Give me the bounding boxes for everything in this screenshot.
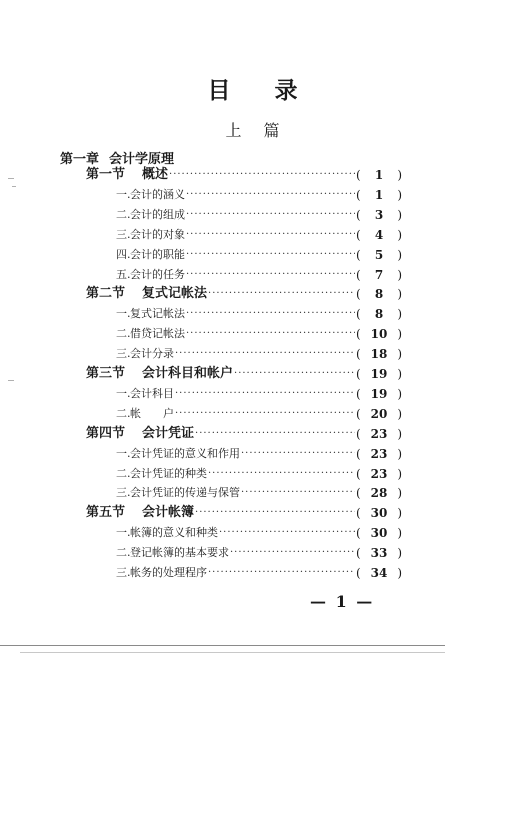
- toc-page-ref: [356, 226, 402, 244]
- scan-speck: [8, 178, 14, 179]
- toc-entry-number: 一.: [116, 526, 131, 540]
- toc-entry-title: 会计的涵义: [130, 187, 185, 201]
- toc-subsection-row: [116, 484, 402, 502]
- toc-page-number: 23: [370, 426, 388, 441]
- toc-page-ref: [356, 465, 402, 483]
- dot-leader: [230, 544, 355, 562]
- toc-heading: 目录: [207, 77, 342, 104]
- dot-leader: [186, 325, 355, 343]
- toc-entry-title: 帐簿的意义和种类: [130, 526, 218, 540]
- paren-open: (: [356, 566, 361, 580]
- toc-entry-title: 会计科目和帐户: [142, 366, 234, 381]
- dot-leader: [175, 405, 355, 423]
- scan-speck: [8, 380, 14, 381]
- toc-entry-title: 会计帐簿: [142, 505, 195, 521]
- toc-subsection-row: [116, 544, 402, 562]
- toc-page-number: 19: [370, 367, 388, 381]
- toc-section-row: [86, 504, 402, 522]
- toc-entry-title: 会计的组成: [130, 207, 185, 221]
- toc-section-row: [86, 166, 402, 184]
- toc-subsection-row: [116, 325, 402, 343]
- toc-entry-number: 二.: [116, 207, 131, 221]
- toc-section-row: [86, 365, 402, 383]
- paren-open: (: [356, 267, 361, 282]
- toc-entry-number: 二.: [116, 546, 131, 560]
- toc-page-number: 30: [370, 506, 388, 521]
- toc-page-ref: [356, 305, 402, 323]
- toc-page-ref: [356, 285, 402, 303]
- toc-entry-number: 第五节: [86, 505, 126, 521]
- paren-open: (: [356, 367, 361, 381]
- toc-page-number: 3: [374, 207, 384, 222]
- toc-subsection-row: [116, 186, 402, 204]
- dot-leader: [175, 345, 355, 363]
- toc-entry-number: 三.: [116, 347, 131, 361]
- scan-edge-line-faint: [20, 652, 445, 653]
- toc-page-ref: [356, 425, 402, 443]
- toc-page-number: 28: [370, 486, 388, 501]
- chapter-heading: [60, 148, 174, 167]
- toc-page-number: 33: [370, 546, 388, 561]
- paren-close: ): [397, 426, 402, 441]
- toc-page-number: 8: [374, 287, 384, 302]
- toc-page-ref: [356, 445, 402, 463]
- paren-open: (: [356, 426, 361, 441]
- toc-page-number: 34: [370, 566, 388, 580]
- paren-close: ): [397, 386, 402, 401]
- toc-entry-title: 借贷记帐法: [130, 327, 185, 341]
- toc-entry-number: 一.: [116, 187, 131, 201]
- toc-entry-title: 会计的任务: [130, 267, 185, 281]
- dot-leader: [195, 504, 355, 522]
- dot-leader: [208, 465, 355, 483]
- dot-leader: [175, 385, 355, 403]
- toc-entry-number: 三.: [116, 486, 131, 500]
- toc-entry-number: 第一节: [86, 167, 126, 182]
- paren-open: (: [356, 327, 361, 342]
- paren-open: (: [356, 207, 361, 222]
- toc-page-number: 7: [374, 267, 384, 282]
- toc-page-number: 19: [370, 386, 388, 401]
- toc-entry-title: 帐务的处理程序: [130, 566, 207, 579]
- paren-close: ): [397, 506, 402, 521]
- dot-leader: [234, 365, 355, 383]
- dot-leader: [186, 246, 355, 264]
- dot-leader: [208, 285, 355, 303]
- paren-open: (: [356, 227, 361, 242]
- toc-entry-number: 二.: [116, 327, 131, 341]
- toc-entry-title: 会计凭证: [142, 425, 195, 441]
- toc-entry-title: 会计分录: [130, 347, 174, 361]
- dot-leader: [195, 425, 355, 443]
- toc-subsection-row: [116, 445, 402, 463]
- toc-page-number: 1: [374, 187, 384, 202]
- toc-page-ref: [356, 405, 402, 423]
- paren-close: ): [397, 207, 402, 222]
- toc-page-number: 18: [370, 347, 388, 362]
- toc-subsection-row: [116, 226, 402, 244]
- paren-close: ): [397, 307, 402, 322]
- toc-page-number: 4: [374, 227, 384, 242]
- toc-entry-title: 帐 户: [130, 406, 174, 420]
- paren-close: ): [397, 526, 402, 541]
- toc-entry-title: 复式记帐法: [130, 307, 185, 321]
- toc-entry-number: 四.: [116, 247, 131, 261]
- toc-entry-number: 一.: [116, 307, 131, 321]
- paren-close: ): [397, 287, 402, 302]
- paren-open: (: [356, 287, 361, 302]
- dot-leader: [169, 166, 355, 184]
- part-heading: 上篇: [225, 121, 302, 140]
- toc-entry-number: 第三节: [86, 366, 126, 381]
- paren-close: ): [397, 327, 402, 342]
- toc-subsection-row: [116, 246, 402, 264]
- toc-page-ref: [356, 166, 402, 184]
- toc-entry-title: 登记帐簿的基本要求: [130, 546, 229, 560]
- toc-page-number: 30: [370, 526, 388, 541]
- paren-open: (: [356, 486, 361, 501]
- toc-entry-number: 第四节: [86, 425, 126, 441]
- toc-page-ref: [356, 325, 402, 343]
- toc-subsection-row: [116, 206, 402, 224]
- paren-close: ): [397, 406, 402, 421]
- toc-entry-title: 会计凭证的传递与保管: [130, 486, 240, 500]
- paren-close: ): [397, 546, 402, 561]
- toc-entry-number: 二.: [116, 406, 131, 420]
- toc-page-number: 1: [374, 168, 384, 182]
- paren-close: ): [397, 486, 402, 501]
- paren-open: (: [356, 347, 361, 362]
- scan-speck: [12, 186, 16, 187]
- toc-page-number: 5: [374, 247, 384, 262]
- page-number: — 1 —: [310, 592, 375, 611]
- toc-entry-number: 三.: [116, 566, 131, 579]
- dot-leader: [219, 524, 355, 542]
- dot-leader: [186, 186, 355, 204]
- dot-leader: [241, 484, 355, 502]
- toc-section-row: [86, 425, 402, 443]
- toc-section-row: [86, 285, 402, 303]
- toc-page-ref: [356, 564, 402, 582]
- dot-leader: [241, 445, 355, 463]
- toc-page-ref: [356, 345, 402, 363]
- toc-page-ref: [356, 484, 402, 502]
- toc-page-ref: [356, 365, 402, 383]
- toc-entry-title: 会计凭证的种类: [130, 466, 207, 480]
- chapter-title: 会计学原理: [109, 152, 175, 167]
- paren-open: (: [356, 546, 361, 561]
- paren-close: ): [397, 227, 402, 242]
- toc-entry-title: 复式记帐法: [142, 286, 208, 302]
- toc-page-ref: [356, 524, 402, 542]
- paren-open: (: [356, 307, 361, 322]
- paren-close: ): [397, 566, 402, 580]
- toc-subsection-row: [116, 405, 402, 423]
- paren-open: (: [356, 187, 361, 202]
- toc-page-number: 8: [374, 307, 384, 322]
- paren-close: ): [397, 247, 402, 262]
- paren-close: ): [397, 367, 402, 381]
- toc-subsection-row: [116, 305, 402, 323]
- toc-entry-title: 会计的职能: [130, 247, 185, 261]
- paren-open: (: [356, 526, 361, 541]
- toc-subsection-row: [116, 385, 402, 403]
- paren-open: (: [356, 506, 361, 521]
- dot-leader: [186, 206, 355, 224]
- toc-subsection-row: [116, 564, 402, 582]
- paren-close: ): [397, 466, 402, 481]
- paren-open: (: [356, 168, 361, 182]
- toc-subsection-row: [116, 345, 402, 363]
- toc-page-ref: [356, 246, 402, 264]
- toc-page-number: 23: [370, 446, 388, 461]
- paren-open: (: [356, 406, 361, 421]
- toc-subsection-row: [116, 524, 402, 542]
- paren-open: (: [356, 466, 361, 481]
- dot-leader: [208, 564, 355, 582]
- toc-entry-number: 五.: [116, 267, 131, 281]
- dot-leader: [186, 226, 355, 244]
- paren-open: (: [356, 247, 361, 262]
- toc-page-number: 23: [370, 466, 388, 481]
- paren-close: ): [397, 187, 402, 202]
- toc-entry-title: 会计科目: [130, 386, 174, 400]
- scan-edge-line: [0, 645, 445, 646]
- toc-entry-number: 一.: [116, 446, 131, 460]
- dot-leader: [186, 305, 355, 323]
- toc-page-ref: [356, 266, 402, 284]
- paren-close: ): [397, 267, 402, 282]
- toc-entry-number: 二.: [116, 466, 131, 480]
- toc-page-ref: [356, 186, 402, 204]
- toc-entry-title: 概述: [142, 167, 169, 182]
- toc-entry-title: 会计的对象: [130, 227, 185, 241]
- toc-page-ref: [356, 206, 402, 224]
- toc-page-ref: [356, 504, 402, 522]
- dot-leader: [186, 266, 355, 284]
- paren-close: ): [397, 446, 402, 461]
- paren-close: ): [397, 347, 402, 362]
- toc-subsection-row: [116, 465, 402, 483]
- toc-entry-number: 三.: [116, 227, 131, 241]
- paren-open: (: [356, 386, 361, 401]
- paren-close: ): [397, 168, 402, 182]
- toc-page-number: 20: [370, 406, 388, 421]
- toc-entry-title: 会计凭证的意义和作用: [130, 446, 240, 460]
- toc-entry-number: 第二节: [86, 286, 126, 302]
- toc-page-number: 10: [370, 327, 388, 342]
- toc-entry-number: 一.: [116, 386, 131, 400]
- chapter-label: 第一章: [60, 152, 100, 167]
- paren-open: (: [356, 446, 361, 461]
- toc-page-ref: [356, 544, 402, 562]
- toc-page-ref: [356, 385, 402, 403]
- toc-subsection-row: [116, 266, 402, 284]
